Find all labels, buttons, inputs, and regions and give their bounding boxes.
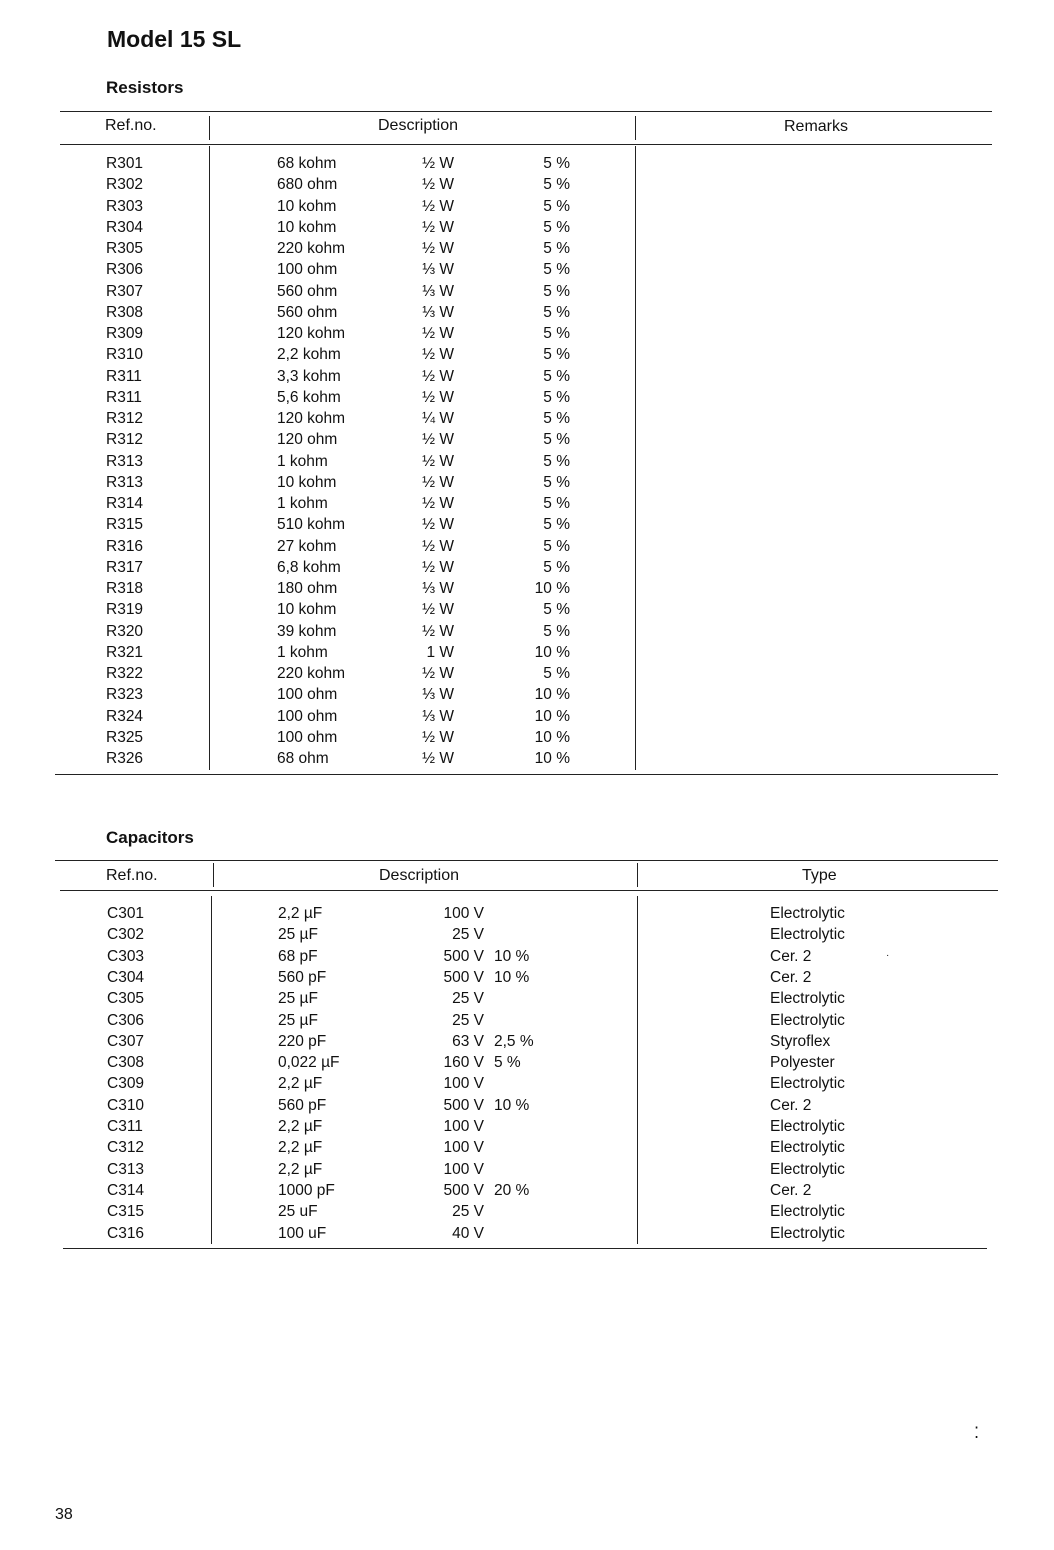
capacitors-header-description: Description <box>379 867 460 884</box>
wattage-cell: ½ W <box>422 558 454 576</box>
ref-cell: C307 <box>107 1032 145 1050</box>
tolerance-cell: 5 % <box>543 303 570 321</box>
tolerance-cell: 5 % <box>543 431 570 449</box>
table-row <box>0 727 1054 748</box>
wattage-cell: ½ W <box>422 473 454 491</box>
value-cell: 120 kohm <box>277 325 346 342</box>
capacitors-header-divider-1 <box>213 863 214 887</box>
table-row <box>0 1223 1054 1244</box>
page-number: 38 <box>55 1506 73 1523</box>
wattage-cell: ½ W <box>422 325 454 342</box>
table-row <box>0 238 1054 259</box>
tolerance-cell: 5 % <box>543 601 570 619</box>
type-cell: Cer. 2 <box>770 947 812 965</box>
type-cell: Electrolytic <box>770 1160 845 1178</box>
value-cell: 1 kohm <box>277 495 328 512</box>
resistors-header-remarks: Remarks <box>784 118 849 135</box>
wattage-cell: ⅓ W <box>422 282 454 300</box>
stray-dot-mark: · <box>886 950 890 961</box>
wattage-cell: ½ W <box>422 452 454 470</box>
table-row <box>0 1095 1054 1116</box>
tolerance-cell: 5 % <box>543 155 570 172</box>
table-row <box>0 1137 1054 1158</box>
capacitors-bottom-rule <box>63 1248 987 1249</box>
voltage-cell: 500 V <box>443 1181 484 1199</box>
value-cell: 0,022 µF <box>278 1054 340 1072</box>
tolerance-cell: 5 % <box>543 367 570 385</box>
ref-cell: R310 <box>106 346 144 364</box>
table-row <box>0 259 1054 280</box>
table-row <box>0 429 1054 450</box>
table-row <box>0 557 1054 578</box>
value-cell: 25 µF <box>278 1011 318 1029</box>
table-row <box>0 988 1054 1009</box>
table-row <box>0 323 1054 344</box>
ref-cell: C314 <box>107 1181 145 1199</box>
value-cell: 220 pF <box>278 1032 327 1050</box>
voltage-cell: 25 V <box>452 1011 484 1029</box>
tolerance-cell: 10 % <box>494 947 530 965</box>
ref-cell: R317 <box>106 558 144 576</box>
wattage-cell: ½ W <box>422 431 454 449</box>
value-cell: 2,2 µF <box>278 1118 323 1135</box>
resistors-header-ref: Ref.no. <box>105 117 157 134</box>
table-row <box>0 1201 1054 1222</box>
wattage-cell: 1 W <box>426 643 454 661</box>
table-row <box>0 196 1054 217</box>
wattage-cell: ⅓ W <box>422 303 454 321</box>
type-cell: Electrolytic <box>770 1118 845 1135</box>
voltage-cell: 160 V <box>443 1054 484 1072</box>
type-cell: Polyester <box>770 1054 835 1072</box>
table-row <box>0 451 1054 472</box>
type-cell: Electrolytic <box>770 905 845 922</box>
value-cell: 68 ohm <box>277 750 329 767</box>
capacitors-header-divider-2 <box>637 863 638 887</box>
tolerance-cell: 20 % <box>494 1181 530 1199</box>
ref-cell: R311 <box>106 388 142 406</box>
ref-cell: R302 <box>106 176 144 194</box>
value-cell: 1 kohm <box>277 643 328 661</box>
type-cell: Cer. 2 <box>770 1181 812 1199</box>
value-cell: 680 ohm <box>277 176 338 194</box>
table-row <box>0 1180 1054 1201</box>
wattage-cell: ⅓ W <box>422 261 454 279</box>
value-cell: 120 ohm <box>277 431 338 449</box>
value-cell: 180 ohm <box>277 580 338 597</box>
table-row <box>0 387 1054 408</box>
capacitors-heading: Capacitors <box>106 828 194 847</box>
ref-cell: C309 <box>107 1075 145 1093</box>
ref-cell: R306 <box>106 261 144 279</box>
value-cell: 2,2 µF <box>278 1139 323 1157</box>
voltage-cell: 500 V <box>443 1096 484 1114</box>
ref-cell: R320 <box>106 622 144 640</box>
resistors-top-rule <box>60 111 992 112</box>
tolerance-cell: 5 % <box>543 558 570 576</box>
table-row <box>0 493 1054 514</box>
ref-cell: C311 <box>107 1118 143 1135</box>
voltage-cell: 100 V <box>443 1075 484 1093</box>
ref-cell: C303 <box>107 947 145 965</box>
table-row <box>0 621 1054 642</box>
type-cell: Electrolytic <box>770 1203 845 1221</box>
value-cell: 220 kohm <box>277 665 346 682</box>
wattage-cell: ⅓ W <box>422 580 454 597</box>
value-cell: 6,8 kohm <box>277 558 341 576</box>
value-cell: 25 uF <box>278 1203 318 1221</box>
type-cell: Electrolytic <box>770 1139 845 1157</box>
ref-cell: C308 <box>107 1054 145 1072</box>
stray-colon-mark: ⁚ <box>974 1425 980 1442</box>
type-cell: Electrolytic <box>770 1075 845 1093</box>
tolerance-cell: 10 % <box>494 968 530 986</box>
capacitors-header-rule <box>60 890 998 891</box>
value-cell: 3,3 kohm <box>277 367 341 385</box>
tolerance-cell: 5 % <box>543 537 570 555</box>
tolerance-cell: 10 % <box>494 1096 530 1114</box>
value-cell: 120 kohm <box>277 410 346 427</box>
value-cell: 100 ohm <box>277 707 338 725</box>
type-cell: Electrolytic <box>770 1224 845 1242</box>
tolerance-cell: 5 % <box>543 325 570 342</box>
ref-cell: R315 <box>106 516 144 534</box>
resistors-heading: Resistors <box>106 78 184 97</box>
table-row <box>0 1073 1054 1094</box>
value-cell: 39 kohm <box>277 622 337 640</box>
value-cell: 25 µF <box>278 926 318 944</box>
voltage-cell: 500 V <box>443 947 484 965</box>
type-cell: Electrolytic <box>770 1011 845 1029</box>
resistors-header-rule <box>60 144 992 145</box>
value-cell: 25 µF <box>278 990 318 1008</box>
wattage-cell: ½ W <box>422 346 454 364</box>
voltage-cell: 63 V <box>452 1032 484 1050</box>
table-row <box>0 599 1054 620</box>
wattage-cell: ½ W <box>422 155 454 172</box>
value-cell: 2,2 µF <box>278 1075 323 1093</box>
voltage-cell: 25 V <box>452 990 484 1008</box>
tolerance-cell: 5 % <box>543 516 570 534</box>
ref-cell: C315 <box>107 1203 145 1221</box>
ref-cell: R321 <box>106 643 144 661</box>
capacitors-top-rule <box>55 860 998 861</box>
wattage-cell: ½ W <box>422 516 454 534</box>
voltage-cell: 40 V <box>452 1224 484 1242</box>
ref-cell: R323 <box>106 686 144 704</box>
wattage-cell: ⅓ W <box>422 707 454 725</box>
table-row <box>0 1010 1054 1031</box>
tolerance-cell: 5 % <box>543 495 570 512</box>
tolerance-cell: 10 % <box>534 707 570 725</box>
ref-cell: R308 <box>106 303 144 321</box>
ref-cell: R304 <box>106 218 144 236</box>
tolerance-cell: 5 % <box>543 218 570 236</box>
ref-cell: C312 <box>107 1139 145 1157</box>
type-cell: Cer. 2 <box>770 968 812 986</box>
table-row <box>0 408 1054 429</box>
table-row <box>0 748 1054 769</box>
wattage-cell: ⅓ W <box>422 686 454 704</box>
tolerance-cell: 10 % <box>534 686 570 704</box>
value-cell: 560 ohm <box>277 303 338 321</box>
value-cell: 100 ohm <box>277 686 338 704</box>
ref-cell: R311 <box>106 367 142 385</box>
table-row <box>0 153 1054 174</box>
wattage-cell: ½ W <box>422 665 454 682</box>
ref-cell: R326 <box>106 750 144 767</box>
wattage-cell: ½ W <box>422 537 454 555</box>
value-cell: 1 kohm <box>277 452 328 470</box>
table-row <box>0 1159 1054 1180</box>
type-cell: Electrolytic <box>770 990 845 1008</box>
wattage-cell: ½ W <box>422 367 454 385</box>
value-cell: 100 uF <box>278 1224 327 1242</box>
ref-cell: C305 <box>107 990 145 1008</box>
value-cell: 5,6 kohm <box>277 388 341 406</box>
value-cell: 10 kohm <box>277 197 337 215</box>
capacitors-header-type: Type <box>802 867 837 884</box>
value-cell: 68 kohm <box>277 155 337 172</box>
ref-cell: C310 <box>107 1096 145 1114</box>
table-row <box>0 663 1054 684</box>
tolerance-cell: 2,5 % <box>494 1032 534 1050</box>
table-row <box>0 302 1054 323</box>
table-row <box>0 946 1054 967</box>
ref-cell: C304 <box>107 968 145 986</box>
wattage-cell: ½ W <box>422 750 454 767</box>
ref-cell: R319 <box>106 601 144 619</box>
ref-cell: R316 <box>106 537 144 555</box>
tolerance-cell: 5 % <box>543 261 570 279</box>
type-cell: Cer. 2 <box>770 1096 812 1114</box>
tolerance-cell: 5 % <box>543 665 570 682</box>
page-title: Model 15 SL <box>107 26 242 52</box>
ref-cell: R309 <box>106 325 144 342</box>
tolerance-cell: 5 % <box>543 282 570 300</box>
ref-cell: R313 <box>106 452 144 470</box>
ref-cell: R301 <box>106 155 144 172</box>
type-cell: Electrolytic <box>770 926 845 944</box>
tolerance-cell: 5 % <box>543 452 570 470</box>
wattage-cell: ½ W <box>422 622 454 640</box>
ref-cell: R322 <box>106 665 144 682</box>
ref-cell: C313 <box>107 1160 145 1178</box>
value-cell: 2,2 kohm <box>277 346 341 364</box>
voltage-cell: 100 V <box>443 1118 484 1135</box>
value-cell: 68 pF <box>278 947 318 965</box>
value-cell: 10 kohm <box>277 601 337 619</box>
wattage-cell: ½ W <box>422 176 454 194</box>
voltage-cell: 100 V <box>443 1139 484 1157</box>
wattage-cell: ½ W <box>422 495 454 512</box>
value-cell: 100 ohm <box>277 261 338 279</box>
ref-cell: R303 <box>106 197 144 215</box>
resistors-header-divider-2 <box>635 116 636 140</box>
table-row <box>0 1052 1054 1073</box>
voltage-cell: 25 V <box>452 1203 484 1221</box>
ref-cell: C301 <box>107 905 145 922</box>
ref-cell: C306 <box>107 1011 145 1029</box>
resistors-bottom-rule <box>55 774 998 775</box>
tolerance-cell: 10 % <box>534 750 570 767</box>
tolerance-cell: 5 % <box>543 622 570 640</box>
ref-cell: R305 <box>106 240 144 257</box>
value-cell: 560 pF <box>278 968 327 986</box>
table-row <box>0 967 1054 988</box>
value-cell: 2,2 µF <box>278 905 323 922</box>
tolerance-cell: 5 % <box>543 410 570 427</box>
wattage-cell: ½ W <box>422 728 454 746</box>
ref-cell: R312 <box>106 410 144 427</box>
voltage-cell: 25 V <box>452 926 484 944</box>
table-row <box>0 684 1054 705</box>
value-cell: 27 kohm <box>277 537 337 555</box>
ref-cell: R307 <box>106 282 144 300</box>
voltage-cell: 500 V <box>443 968 484 986</box>
table-row <box>0 578 1054 599</box>
tolerance-cell: 5 % <box>543 473 570 491</box>
value-cell: 1000 pF <box>278 1181 335 1199</box>
tolerance-cell: 5 % <box>543 176 570 194</box>
ref-cell: C302 <box>107 926 145 944</box>
table-row <box>0 217 1054 238</box>
ref-cell: R324 <box>106 707 144 725</box>
tolerance-cell: 5 % <box>543 197 570 215</box>
value-cell: 100 ohm <box>277 728 338 746</box>
value-cell: 10 kohm <box>277 218 337 236</box>
table-row <box>0 642 1054 663</box>
wattage-cell: ½ W <box>422 388 454 406</box>
tolerance-cell: 10 % <box>534 728 570 746</box>
ref-cell: R318 <box>106 580 144 597</box>
table-row <box>0 472 1054 493</box>
tolerance-cell: 5 % <box>543 388 570 406</box>
wattage-cell: ½ W <box>422 197 454 215</box>
ref-cell: R313 <box>106 473 144 491</box>
table-row <box>0 281 1054 302</box>
table-row <box>0 903 1054 924</box>
ref-cell: C316 <box>107 1224 145 1242</box>
table-row <box>0 174 1054 195</box>
table-row <box>0 366 1054 387</box>
ref-cell: R312 <box>106 431 144 449</box>
table-row <box>0 514 1054 535</box>
value-cell: 560 pF <box>278 1096 327 1114</box>
voltage-cell: 100 V <box>443 905 484 922</box>
type-cell: Styroflex <box>770 1032 831 1050</box>
value-cell: 2,2 µF <box>278 1160 323 1178</box>
value-cell: 560 ohm <box>277 282 338 300</box>
table-row <box>0 344 1054 365</box>
ref-cell: R314 <box>106 495 144 512</box>
table-row <box>0 924 1054 945</box>
table-row <box>0 706 1054 727</box>
wattage-cell: ½ W <box>422 240 454 257</box>
value-cell: 10 kohm <box>277 473 337 491</box>
tolerance-cell: 10 % <box>534 580 570 597</box>
table-row <box>0 1031 1054 1052</box>
table-row <box>0 1116 1054 1137</box>
value-cell: 220 kohm <box>277 240 346 257</box>
tolerance-cell: 5 % <box>494 1054 521 1072</box>
tolerance-cell: 5 % <box>543 346 570 364</box>
value-cell: 510 kohm <box>277 516 346 534</box>
wattage-cell: ½ W <box>422 601 454 619</box>
tolerance-cell: 5 % <box>543 240 570 257</box>
capacitors-header-ref: Ref.no. <box>106 867 158 884</box>
table-row <box>0 536 1054 557</box>
resistors-header-divider-1 <box>209 116 210 140</box>
wattage-cell: ¼ W <box>422 410 454 427</box>
voltage-cell: 100 V <box>443 1160 484 1178</box>
tolerance-cell: 10 % <box>534 643 570 661</box>
wattage-cell: ½ W <box>422 218 454 236</box>
resistors-header-description: Description <box>378 117 459 134</box>
ref-cell: R325 <box>106 728 144 746</box>
